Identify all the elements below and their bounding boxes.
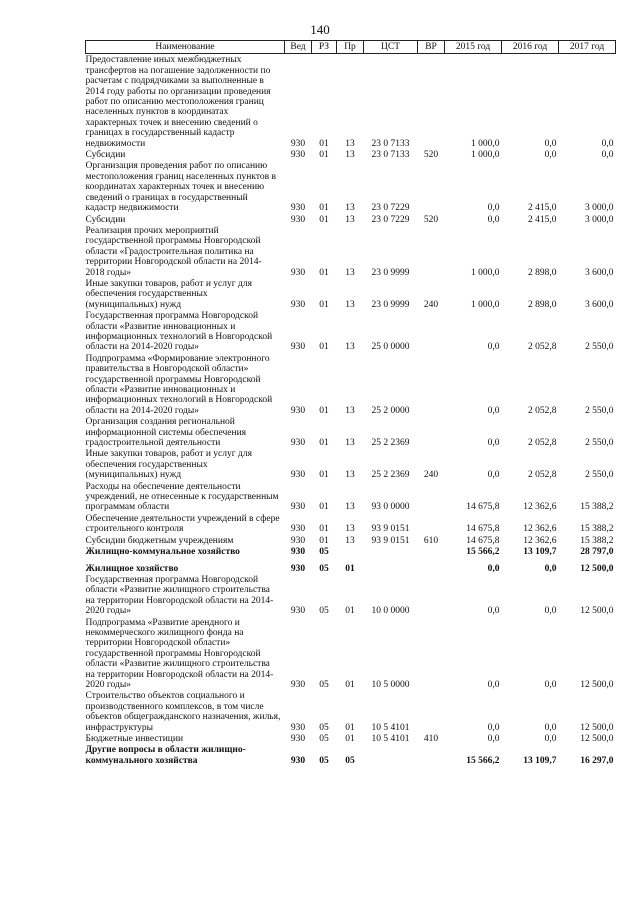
row-cst: 23 0 7229	[371, 203, 410, 214]
row-vr	[418, 160, 445, 213]
row-ved: 930	[290, 267, 306, 278]
header-2015: 2015 год	[445, 41, 502, 54]
row-2016: 2 052,8	[528, 405, 557, 416]
table-row	[86, 278, 616, 310]
row-2015: 0,0	[487, 203, 500, 214]
header-pr: Пр	[337, 41, 364, 54]
row-name: Предоставление иных межбюджетных трансфертов на погашение задолженности по расчетам с подрядчиками за выполненные в 2014 году работы по организации проведения работ по описанию местоположения границ населенных пунктов в координатах характерных точек и внесению сведений о границах в государственный кадастр недвижимости	[85, 55, 271, 149]
row-vr	[418, 54, 445, 149]
row-vr: 240	[423, 470, 439, 481]
row-ved: 930	[290, 214, 306, 225]
row-vr	[418, 353, 445, 416]
row-ved: 930	[290, 502, 306, 513]
row-ved: 930	[290, 342, 306, 353]
row-2017: 12 500,0	[580, 679, 614, 690]
table-row	[86, 481, 616, 513]
header-vr: ВР	[418, 41, 445, 54]
row-ved: 930	[290, 299, 306, 310]
row-name: Иные закупки товаров, работ и услуг для обеспечения государственных (муниципальных) нужд	[85, 278, 252, 310]
row-name: Жилищное хозяйство	[85, 563, 179, 574]
row-2017: 0,0	[601, 150, 614, 161]
row-2016: 2 415,0	[528, 203, 557, 214]
row-ved: 930	[290, 755, 306, 766]
row-2017: 2 550,0	[585, 405, 614, 416]
row-rz: 01	[319, 438, 329, 449]
row-cst	[364, 744, 418, 766]
row-ved: 930	[290, 150, 306, 161]
row-pr: 05	[345, 755, 355, 766]
row-2016: 0,0	[544, 150, 557, 161]
row-2015: 14 675,8	[466, 524, 500, 535]
row-2016: 2 052,8	[528, 438, 557, 449]
budget-table	[85, 40, 616, 766]
row-2016: 0,0	[544, 563, 557, 574]
row-2015: 0,0	[487, 214, 500, 225]
row-2017: 12 500,0	[580, 722, 614, 733]
row-rz: 05	[319, 755, 329, 766]
row-rz: 05	[319, 722, 329, 733]
row-pr: 13	[345, 502, 355, 513]
row-cst: 25 2 2369	[371, 470, 410, 481]
table-row	[86, 558, 616, 574]
row-name: Жилищно-коммунальное хозяйство	[85, 547, 240, 558]
row-cst: 25 2 0000	[371, 405, 410, 416]
row-pr: 01	[345, 606, 355, 617]
row-vr: 240	[423, 299, 439, 310]
row-2015: 1 000,0	[471, 299, 500, 310]
row-2015: 0,0	[487, 679, 500, 690]
row-ved: 930	[290, 535, 306, 546]
row-cst: 10 5 4101	[371, 722, 410, 733]
row-name: Организация проведения работ по описанию местоположения границ населенных пунктов в координатах характерных точек и внесению сведений о границах в государственный кадастр недвижимости	[85, 161, 276, 214]
row-rz: 01	[319, 299, 329, 310]
row-vr: 520	[423, 150, 439, 161]
row-2015: 15 566,2	[466, 755, 500, 766]
row-2017: 15 388,2	[580, 524, 614, 535]
row-pr: 01	[345, 563, 355, 574]
row-vr: 610	[423, 535, 439, 546]
table-row	[86, 416, 616, 448]
row-cst: 93 0 0000	[371, 502, 410, 513]
row-name: Государственная программа Новгородской области «Развитие инновационных и информационных технологий в Новгородской области на 2014-2020 годы»	[85, 311, 273, 353]
row-2017: 16 297,0	[580, 755, 614, 766]
row-vr	[418, 690, 445, 733]
row-vr	[418, 744, 445, 766]
row-rz: 05	[319, 547, 329, 558]
table-row	[86, 225, 616, 278]
row-2015: 0,0	[487, 342, 500, 353]
row-2017: 12 500,0	[580, 606, 614, 617]
row-2017: 3 000,0	[585, 203, 614, 214]
row-rz: 01	[319, 214, 329, 225]
header-name: Наименование	[86, 41, 285, 54]
row-name: Субсидии бюджетным учреждениям	[85, 535, 234, 546]
row-2015: 14 675,8	[466, 535, 500, 546]
header-cst: ЦСТ	[364, 41, 418, 54]
row-pr: 13	[345, 524, 355, 535]
row-rz: 01	[319, 150, 329, 161]
row-2017: 28 797,0	[580, 547, 614, 558]
header-2016: 2016 год	[502, 41, 559, 54]
row-pr: 13	[345, 150, 355, 161]
row-rz: 01	[319, 502, 329, 513]
row-2017: 2 550,0	[585, 438, 614, 449]
row-cst: 23 0 7229	[371, 214, 410, 225]
row-2017: 3 600,0	[585, 267, 614, 278]
row-2015: 1 000,0	[471, 150, 500, 161]
row-2015: 0,0	[487, 470, 500, 481]
row-rz: 01	[319, 524, 329, 535]
table-row	[86, 617, 616, 691]
row-2017: 3 600,0	[585, 299, 614, 310]
row-2017: 15 388,2	[580, 535, 614, 546]
row-2016: 0,0	[544, 734, 557, 744]
row-cst	[364, 546, 418, 557]
row-rz: 01	[319, 267, 329, 278]
row-2016: 0,0	[544, 138, 557, 149]
row-cst	[364, 558, 418, 574]
row-2017: 3 000,0	[585, 214, 614, 225]
row-vr	[418, 225, 445, 278]
table-row	[86, 160, 616, 213]
table-row	[86, 744, 616, 766]
row-name: Субсидии	[85, 150, 126, 161]
row-pr: 13	[345, 342, 355, 353]
row-ved: 930	[290, 563, 306, 574]
row-2016: 2 415,0	[528, 214, 557, 225]
row-vr	[418, 558, 445, 574]
row-2015: 0,0	[487, 438, 500, 449]
row-2017: 2 550,0	[585, 470, 614, 481]
row-2016: 12 362,6	[523, 535, 557, 546]
row-cst: 23 0 7133	[371, 150, 410, 161]
table-body	[86, 54, 616, 766]
row-rz: 01	[319, 405, 329, 416]
row-rz: 01	[319, 203, 329, 214]
row-pr: 13	[345, 535, 355, 546]
row-2015: 0,0	[487, 734, 500, 744]
row-2015: 0,0	[487, 563, 500, 574]
row-cst: 10 0 0000	[371, 606, 410, 617]
row-pr: 13	[345, 138, 355, 149]
row-vr: 410	[423, 734, 439, 744]
table-row	[86, 353, 616, 416]
row-rz: 05	[319, 563, 329, 574]
row-2015: 15 566,2	[466, 547, 500, 558]
row-2017: 12 500,0	[580, 734, 614, 744]
table-row	[86, 310, 616, 353]
row-pr: 13	[345, 405, 355, 416]
table-row	[86, 214, 616, 225]
row-vr	[418, 481, 445, 513]
table-row	[86, 733, 616, 744]
row-rz: 01	[319, 535, 329, 546]
table-row	[86, 448, 616, 480]
row-2017: 12 500,0	[580, 563, 614, 574]
row-cst: 93 9 0151	[371, 535, 410, 546]
row-cst: 25 2 2369	[371, 438, 410, 449]
row-2016: 0,0	[544, 606, 557, 617]
row-vr	[418, 574, 445, 617]
row-rz: 01	[319, 470, 329, 481]
row-2017: 2 550,0	[585, 342, 614, 353]
row-2016: 2 898,0	[528, 299, 557, 310]
row-name: Подпрограмма «Формирование электронного правительства в Новгородской области» государственной программы Новгородской области «Развитие инновационных и информационных технологий в Новгородской области на 2014-2020 годы»	[85, 353, 273, 416]
row-pr: 01	[345, 679, 355, 690]
table-row	[86, 690, 616, 733]
row-ved: 930	[290, 138, 306, 149]
row-name: Бюджетные инвестиции	[85, 734, 184, 744]
row-ved: 930	[290, 524, 306, 535]
row-vr	[418, 513, 445, 535]
row-ved: 930	[290, 722, 306, 733]
row-rz: 05	[319, 679, 329, 690]
row-2017: 15 388,2	[580, 502, 614, 513]
table-row	[86, 574, 616, 617]
row-ved: 930	[290, 203, 306, 214]
row-cst: 23 0 9999	[371, 267, 410, 278]
row-name: Реализация прочих мероприятий государственной программы Новгородской области «Градостроительная политика на территории Новгородской области на 2014-2018 годы»	[85, 225, 262, 278]
row-cst: 10 5 0000	[371, 679, 410, 690]
table-row	[86, 513, 616, 535]
row-rz: 05	[319, 606, 329, 617]
row-name: Субсидии	[85, 214, 126, 225]
row-name: Обеспечение деятельности учреждений в сфере строительного контроля	[85, 513, 280, 535]
row-name: Иные закупки товаров, работ и услуг для обеспечения государственных (муниципальных) нужд	[85, 449, 252, 481]
row-2017: 0,0	[601, 138, 614, 149]
row-pr: 13	[345, 203, 355, 214]
row-2015: 1 000,0	[471, 138, 500, 149]
row-name: Государственная программа Новгородской области «Развитие жилищного строительства на территории Новгородской области на 2014-2020 годы»	[85, 574, 274, 617]
table-row	[86, 535, 616, 546]
row-2015: 0,0	[487, 606, 500, 617]
row-ved: 930	[290, 438, 306, 449]
row-2016: 13 109,7	[523, 755, 557, 766]
row-2015: 0,0	[487, 722, 500, 733]
row-pr: 01	[345, 722, 355, 733]
row-name: Организация создания региональной информационной системы обеспечения градостроительной деятельности	[85, 417, 247, 449]
row-cst: 10 5 4101	[371, 734, 410, 744]
header-2017: 2017 год	[559, 41, 616, 54]
row-ved: 930	[290, 405, 306, 416]
row-name: Другие вопросы в области жилищно-коммунального хозяйства	[85, 745, 246, 766]
row-ved: 930	[290, 734, 306, 744]
row-2016: 12 362,6	[523, 502, 557, 513]
row-2015: 1 000,0	[471, 267, 500, 278]
page-number: 140	[310, 22, 330, 37]
row-2016: 2 052,8	[528, 470, 557, 481]
row-ved: 930	[290, 606, 306, 617]
row-vr	[418, 617, 445, 691]
table-header-row	[86, 41, 616, 54]
row-ved: 930	[290, 547, 306, 558]
row-pr: 13	[345, 267, 355, 278]
row-2016: 0,0	[544, 679, 557, 690]
table-row	[86, 149, 616, 160]
row-cst: 25 0 0000	[371, 342, 410, 353]
row-2016: 2 898,0	[528, 267, 557, 278]
row-ved: 930	[290, 470, 306, 481]
row-vr	[418, 416, 445, 448]
row-2016: 13 109,7	[523, 547, 557, 558]
row-vr: 520	[423, 214, 439, 225]
row-pr	[337, 546, 364, 557]
row-pr: 01	[345, 734, 355, 744]
row-name: Строительство объектов социального и производственного комплексов, в том числе объектов общегражданского назначения, жилья, инфраструктуры	[85, 691, 281, 733]
row-pr: 13	[345, 438, 355, 449]
row-2016: 2 052,8	[528, 342, 557, 353]
row-cst: 23 0 7133	[371, 138, 410, 149]
header-ved: Вед	[285, 41, 312, 54]
row-rz: 01	[319, 342, 329, 353]
row-cst: 93 9 0151	[371, 524, 410, 535]
row-vr	[418, 546, 445, 557]
table-row	[86, 546, 616, 557]
row-2016: 12 362,6	[523, 524, 557, 535]
row-pr: 13	[345, 470, 355, 481]
row-2016: 0,0	[544, 722, 557, 733]
row-2015: 0,0	[487, 405, 500, 416]
row-name: Расходы на обеспечение деятельности учреждений, не отнесенные к государственным программам области	[85, 481, 279, 513]
row-vr	[418, 310, 445, 353]
table-row	[86, 54, 616, 149]
row-rz: 01	[319, 138, 329, 149]
row-pr: 13	[345, 299, 355, 310]
header-rz: РЗ	[312, 41, 337, 54]
row-2015: 14 675,8	[466, 502, 500, 513]
row-name: Подпрограмма «Развитие арендного и некоммерческого жилищного фонда на территории Новгородской области» государственной программы Новгородской области «Развитие жилищного строительства на территории Новгородской области на 2014-2020 годы»	[85, 617, 274, 690]
row-cst: 23 0 9999	[371, 299, 410, 310]
row-ved: 930	[290, 679, 306, 690]
row-rz: 05	[319, 734, 329, 744]
row-pr: 13	[345, 214, 355, 225]
